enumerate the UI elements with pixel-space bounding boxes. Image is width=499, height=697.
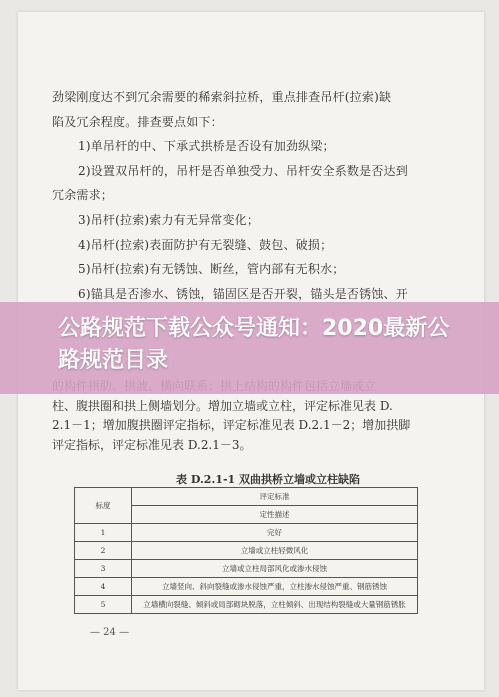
table-header-row <box>75 488 418 506</box>
table-row <box>75 596 418 614</box>
table-cell-desc: 立墙或立柱局部风化或渗水侵蚀 <box>132 560 418 578</box>
table-header-standard: 评定标准 <box>132 488 418 506</box>
text-line: 2)设置双吊杆的，吊杆是否单独受力、吊杆安全系数是否达到 <box>78 163 408 178</box>
table-cell-desc: 立墙竖向、斜向裂缝或渗水侵蚀严重，立柱渗水侵蚀严重、钢筋锈蚀 <box>132 578 418 596</box>
table-header-qualitative: 定性描述 <box>132 506 418 524</box>
defect-rating-table <box>74 487 418 614</box>
promo-banner-text[interactable]: 公路规范下载公众号通知：2020最新公路规范目录 <box>58 316 450 373</box>
table-title: 表 D.2.1-1 双曲拱桥立墙或立柱缺陷 <box>176 473 360 486</box>
table-cell-desc: 完好 <box>132 524 418 542</box>
text-line: 5)吊杆(拉索)有无锈蚀、断丝，管内部有无积水； <box>78 262 345 277</box>
table-row <box>75 524 418 542</box>
table-row <box>75 542 418 560</box>
table-cell-desc: 立墙横向裂缝、倾斜或局部砌块脱落，立柱倾斜、出现结构裂缝或大量钢筋锈胀 <box>132 596 418 614</box>
table-row <box>75 578 418 596</box>
text-line: 2.1－1；增加腹拱圈评定指标，评定标准见表 D.2.1－2；增加拱脚 <box>52 418 411 432</box>
table-cell-level: 1 <box>75 524 132 542</box>
text-line: 劲梁刚度达不到冗余需要的稀索斜拉桥，重点排查吊杆(拉索)缺 <box>52 90 392 104</box>
text-line: 陷及冗余程度。排查要点如下： <box>52 114 223 129</box>
table-row <box>75 560 418 578</box>
text-line: 4)吊杆(拉索)表面防护有无裂缝、鼓包、破损； <box>78 237 333 252</box>
table-cell-level: 2 <box>75 542 132 560</box>
table-cell-desc: 立墙或立柱轻微风化 <box>132 542 418 560</box>
page-number: — 24 — <box>90 627 130 638</box>
table-header-level: 标度 <box>75 488 132 524</box>
table-cell-level: 3 <box>75 560 132 578</box>
text-line: 3)吊杆(拉索)索力有无异常变化； <box>78 212 260 227</box>
text-line: 柱、腹拱圈和拱上侧墙划分。增加立墙或立柱，评定标准见表 D. <box>52 398 393 413</box>
table-cell-level: 4 <box>75 578 132 596</box>
text-line: 1)单吊杆的中、下承式拱桥是否设有加劲纵梁； <box>78 139 335 154</box>
text-line: 6)锚具是否渗水、锈蚀，锚固区是否开裂，锚头是否锈蚀、开 <box>78 286 408 301</box>
document-body <box>52 85 432 306</box>
table-cell-level: 5 <box>75 596 132 614</box>
text-line: 评定指标，评定标准见表 D.2.1－3。 <box>52 437 252 452</box>
text-line: 冗余需求； <box>52 188 114 203</box>
